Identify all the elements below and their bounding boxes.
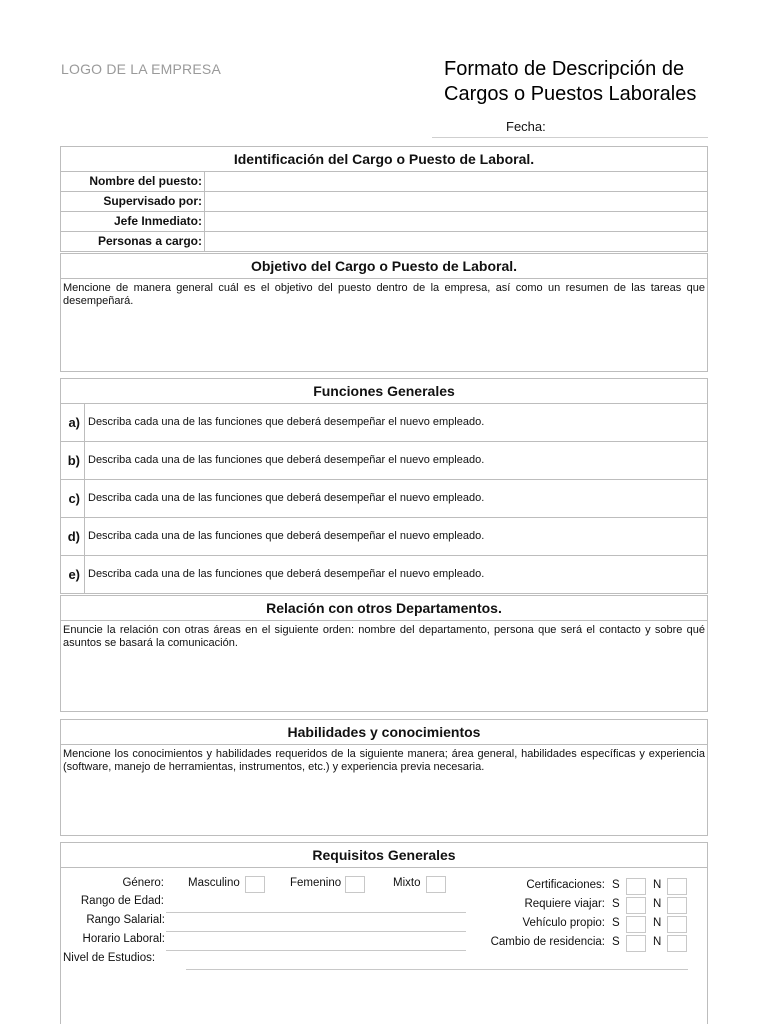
funcion-row xyxy=(61,442,707,480)
masculino-checkbox[interactable] xyxy=(245,876,265,893)
mixto-checkbox[interactable] xyxy=(426,876,446,893)
funcion-text[interactable]: Describa cada una de las funciones que deberá desempeñar el nuevo empleado. xyxy=(88,416,485,428)
vehiculo-no: N xyxy=(653,917,662,929)
residencia-label: Cambio de residencia: xyxy=(490,936,605,948)
funcion-letter: a) xyxy=(61,404,85,441)
estudios-label: Nivel de Estudios: xyxy=(63,952,156,964)
estudios-input-line[interactable] xyxy=(186,969,688,970)
funcion-text[interactable]: Describa cada una de las funciones que deberá desempeñar el nuevo empleado. xyxy=(88,530,485,542)
fecha-label: Fecha: xyxy=(506,119,546,134)
funcion-letter: e) xyxy=(61,556,85,593)
mixto-label: Mixto xyxy=(393,877,421,889)
vehiculo-label: Vehículo propio: xyxy=(522,917,605,929)
document-title xyxy=(444,57,744,107)
fecha-input-line[interactable] xyxy=(432,137,708,138)
objetivo-section xyxy=(60,253,708,372)
funciones-title: Funciones Generales xyxy=(61,379,707,404)
funcion-row xyxy=(61,404,707,442)
requisitos-title: Requisitos Generales xyxy=(61,843,707,868)
title-line-2: Cargos o Puestos Laborales xyxy=(444,83,697,105)
requisitos-section xyxy=(60,842,708,1024)
residencia-no-field[interactable] xyxy=(667,935,687,952)
funcion-row xyxy=(61,480,707,518)
femenino-checkbox[interactable] xyxy=(345,876,365,893)
femenino-label: Femenino xyxy=(290,877,342,889)
id-label: Supervisado por: xyxy=(61,192,205,211)
salarial-input-line[interactable] xyxy=(166,931,466,932)
viajar-si-field[interactable] xyxy=(626,897,646,914)
viajar-label: Requiere viajar: xyxy=(524,898,605,910)
funcion-row xyxy=(61,518,707,556)
relacion-title: Relación con otros Departamentos. xyxy=(61,596,707,621)
vehiculo-si: S xyxy=(612,917,620,929)
id-label: Jefe Inmediato: xyxy=(61,212,205,231)
viajar-no-field[interactable] xyxy=(667,897,687,914)
company-logo-placeholder: LOGO DE LA EMPRESA xyxy=(61,61,221,77)
habilidades-section xyxy=(60,719,708,836)
viajar-si: S xyxy=(612,898,620,910)
viajar-no: N xyxy=(653,898,662,910)
funcion-letter: c) xyxy=(61,480,85,517)
certificaciones-no-field[interactable] xyxy=(667,878,687,895)
funciones-section xyxy=(60,378,708,594)
relacion-section xyxy=(60,595,708,712)
funcion-letter: b) xyxy=(61,442,85,479)
salarial-label: Rango Salarial: xyxy=(86,914,165,926)
relacion-text[interactable]: Enuncie la relación con otras áreas en el siguiente orden: nombre del departamento, persona que será el contacto y sobre qué asuntos se basará la comunicación. xyxy=(63,624,705,649)
id-row-jefe xyxy=(61,212,707,232)
habilidades-title: Habilidades y conocimientos xyxy=(61,720,707,745)
id-row-personas xyxy=(61,232,707,251)
title-line-1: Formato de Descripción de xyxy=(444,58,685,80)
horario-label: Horario Laboral: xyxy=(82,933,165,945)
habilidades-text[interactable]: Mencione los conocimientos y habilidades requeridos de la siguiente manera; área general, habilidades específicas y experiencia (software, manejo de herramientas, instrumentos, etc.) y experiencia previa necesaria. xyxy=(63,748,705,773)
residencia-si-field[interactable] xyxy=(626,935,646,952)
residencia-no: N xyxy=(653,936,662,948)
funcion-letter: d) xyxy=(61,518,85,555)
identificacion-section xyxy=(60,146,708,252)
funcion-row xyxy=(61,556,707,593)
horario-input-line[interactable] xyxy=(166,950,466,951)
masculino-label: Masculino xyxy=(188,877,240,889)
funcion-text[interactable]: Describa cada una de las funciones que deberá desempeñar el nuevo empleado. xyxy=(88,492,485,504)
id-row-supervisado xyxy=(61,192,707,212)
jefe-field[interactable] xyxy=(205,212,707,231)
objetivo-text[interactable]: Mencione de manera general cuál es el objetivo del puesto dentro de la empresa, así como un resumen de las tareas que desempeñará. xyxy=(63,282,705,307)
id-label: Personas a cargo: xyxy=(61,232,205,251)
certificaciones-si: S xyxy=(612,879,620,891)
id-label: Nombre del puesto: xyxy=(61,172,205,191)
funcion-text[interactable]: Describa cada una de las funciones que deberá desempeñar el nuevo empleado. xyxy=(88,454,485,466)
objetivo-title: Objetivo del Cargo o Puesto de Laboral. xyxy=(61,254,707,279)
edad-input-line[interactable] xyxy=(166,912,466,913)
id-row-nombre xyxy=(61,172,707,192)
genero-label: Género: xyxy=(122,877,164,889)
certificaciones-no: N xyxy=(653,879,662,891)
supervisado-field[interactable] xyxy=(205,192,707,211)
identificacion-title: Identificación del Cargo o Puesto de Laboral. xyxy=(61,147,707,172)
funcion-text[interactable]: Describa cada una de las funciones que deberá desempeñar el nuevo empleado. xyxy=(88,568,485,580)
residencia-si: S xyxy=(612,936,620,948)
personas-field[interactable] xyxy=(205,232,707,251)
vehiculo-si-field[interactable] xyxy=(626,916,646,933)
certificaciones-si-field[interactable] xyxy=(626,878,646,895)
certificaciones-label: Certificaciones: xyxy=(526,879,605,891)
vehiculo-no-field[interactable] xyxy=(667,916,687,933)
edad-label: Rango de Edad: xyxy=(80,895,164,907)
nombre-puesto-field[interactable] xyxy=(205,172,707,191)
